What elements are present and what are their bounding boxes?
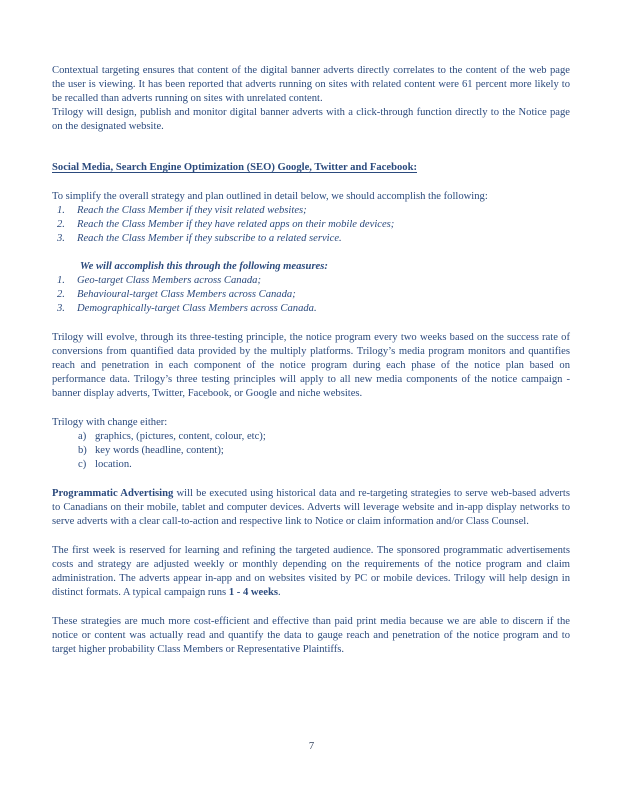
programmatic-advertising-body: will be executed using historical data and re-targeting strategies to serve web-based adverts to Canadians on their mobile, tablet and computer devices. Adverts will leverage website and in-app display networks to serve adverts with a clear call-to-action and respective link to Notice or claim information and/or Class Counsel. — [52, 488, 570, 527]
list-item-number: 1. — [57, 275, 65, 286]
list-target-class-members — [52, 274, 570, 316]
paragraph-simplify: To simplify the overall strategy and plan outlined in detail below, we should accomplish the following: — [52, 191, 488, 202]
list-item — [52, 288, 570, 302]
list-item — [52, 302, 570, 316]
campaign-duration-bold: 1 - 4 weeks — [228, 587, 278, 598]
list-item-letter: a) — [78, 431, 87, 442]
list-item — [52, 444, 570, 458]
paragraph-strategies: These strategies are much more cost-efficient and effective than paid print media because we are able to discern if the notice or content was actually read and quantify the data to gauge reach and penetration of the notice program and to target higher probability Class Members or Representative Plaintiffs. — [52, 616, 570, 655]
first-week-period: . — [277, 587, 281, 598]
list-item-text: location. — [95, 459, 132, 470]
list-reach-class-member — [52, 204, 570, 246]
list-item — [52, 430, 570, 444]
list-item — [52, 204, 570, 218]
list-item-number: 3. — [57, 233, 65, 244]
paragraph-trilogy-change: Trilogy with change either: — [52, 417, 168, 428]
paragraph-trilogy-design: Trilogy will design, publish and monitor digital banner adverts with a click-through function directly to the Notice page on the designated website. — [52, 107, 570, 132]
page-content — [52, 64, 570, 657]
list-item-number: 1. — [57, 205, 65, 216]
list-item — [52, 218, 570, 232]
list-item-number: 3. — [57, 303, 65, 314]
list-item-text: key words (headline, content); — [95, 445, 224, 456]
page-number: 7 — [308, 741, 315, 752]
subheading-accomplish-measures: We will accomplish this through the following measures: — [80, 261, 328, 272]
list-item-text: Reach the Class Member if they subscribe to a related service. — [77, 233, 342, 244]
list-item-number: 2. — [57, 219, 65, 230]
list-item-number: 2. — [57, 289, 65, 300]
list-item-text: Reach the Class Member if they have related apps on their mobile devices; — [77, 219, 395, 230]
first-week-body: The first week is reserved for learning and refining the targeted audience. The sponsored programmatic advertisements costs and strategy are adjusted weekly or monthly depending on the requirements of the notice program and claim administration. The adverts appear in-app and on websites visited by PC or mobile devices. Trilogy will help design in distinct formats. A typical campaign runs — [52, 545, 570, 598]
section-heading-text: Social Media, Search Engine Optimization (SEO) Google, Twitter and Facebook: — [52, 162, 417, 173]
paragraph-trilogy-evolve: Trilogy will evolve, through its three-testing principle, the notice program every two weeks based on the success rate of conversions from quantified data provided by the multiply platforms. Trilogy’s media program monitors and quantifies reach and penetration in each component of the notice program during each phase of the notice plan based on performance data. Trilogy’s three testing principles will apply to all new media components of the notice campaign - banner display adverts, Twitter, Facebook, or Google and niche websites. — [52, 332, 570, 399]
list-item-text: Behavioural-target Class Members across Canada; — [77, 289, 296, 300]
list-item-letter: c) — [78, 459, 87, 470]
list-item — [52, 458, 570, 472]
list-item-text: Reach the Class Member if they visit related websites; — [77, 205, 307, 216]
list-item — [52, 274, 570, 288]
list-item — [52, 232, 570, 246]
list-item-letter: b) — [78, 445, 87, 456]
list-item-text: graphics, (pictures, content, colour, etc); — [95, 431, 266, 442]
section-heading-social-media — [52, 161, 570, 175]
list-item-text: Geo-target Class Members across Canada; — [77, 275, 262, 286]
list-change-options — [52, 430, 570, 472]
paragraph-first-week — [52, 544, 570, 600]
list-item-text: Demographically-target Class Members across Canada. — [77, 303, 317, 314]
paragraph-contextual-targeting: Contextual targeting ensures that content of the digital banner adverts directly correlates to the content of the web page the user is viewing. It has been reported that adverts running on sites with related content were 61 percent more likely to be recalled than adverts running on sites with unrelated content. — [52, 65, 570, 104]
paragraph-programmatic-advertising — [52, 487, 570, 529]
programmatic-advertising-bold-lead: Programmatic Advertising — [52, 488, 174, 499]
